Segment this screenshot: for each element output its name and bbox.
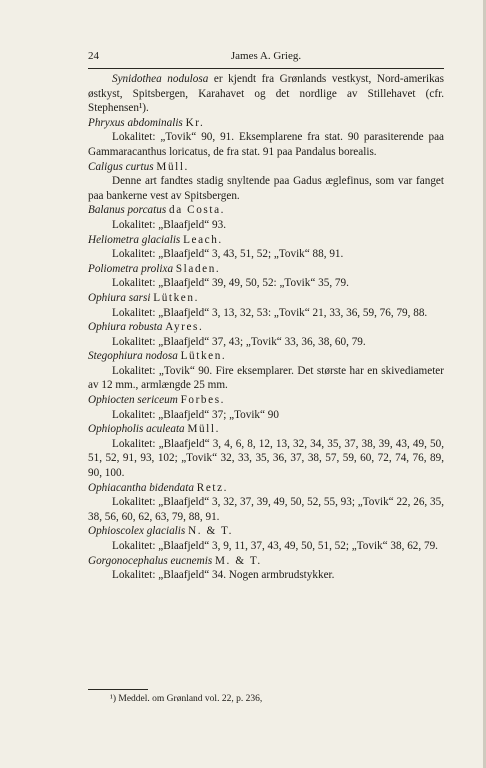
species-author: Sladen. bbox=[175, 262, 221, 275]
species-name: Phryxus abdominalis bbox=[88, 116, 183, 129]
species-author: Leach. bbox=[183, 233, 223, 246]
species-author: Lütken. bbox=[180, 350, 227, 363]
page-number: 24 bbox=[88, 50, 99, 62]
species-heading bbox=[88, 481, 444, 496]
species-heading bbox=[88, 203, 444, 218]
species-name: Ophioscolex glacialis bbox=[88, 525, 186, 538]
species-list bbox=[88, 116, 444, 583]
species-name: Stegophiura nodosa bbox=[88, 350, 178, 363]
running-header bbox=[88, 50, 444, 66]
species-heading bbox=[88, 524, 444, 539]
intro-text: er kjendt fra Grønlands vestkyst, Nord-amerikas østkyst, Spitsbergen, Karahavet og det nordlige av Stillehavet (cfr. Stephensen¹). bbox=[88, 73, 444, 115]
species-name: Ophiopholis aculeata bbox=[88, 423, 185, 436]
locality-text: Lokalitet: „Blaafjeld“ 34. Nogen armbrudstykker. bbox=[112, 569, 335, 582]
header-rule bbox=[88, 68, 444, 69]
species-name: Ophiura sarsi bbox=[88, 291, 151, 304]
species-heading bbox=[88, 116, 444, 131]
species-author: Müll. bbox=[187, 423, 220, 436]
locality-text: Lokalitet: „Tovik“ 90, 91. Eksemplarene fra stat. 90 parasiterende paa Gammaracanthus loricatus, de fra stat. 91 paa Pandalus borealis. bbox=[88, 131, 444, 158]
intro-taxon: Synidothea nodulosa bbox=[112, 73, 209, 85]
species-author: Kr. bbox=[185, 116, 205, 129]
intro-paragraph bbox=[88, 72, 444, 116]
footnote: ¹) Meddel. om Grønland vol. 22, p. 236, bbox=[110, 694, 263, 704]
species-heading bbox=[88, 262, 444, 277]
locality-text: Lokalitet: „Blaafjeld“ 3, 9, 11, 37, 43, 49, 50, 51, 52; „Tovik“ 38, 62, 79. bbox=[112, 540, 438, 552]
species-name: Heliometra glacialis bbox=[88, 233, 181, 246]
locality-text: Lokalitet: „Blaafjeld“ 93. bbox=[112, 218, 227, 231]
species-author: Forbes. bbox=[180, 394, 226, 407]
species-name: Balanus porcatus bbox=[88, 204, 167, 217]
locality-text: Lokalitet: „Blaafjeld“ 37; „Tovik“ 90 bbox=[112, 408, 279, 421]
species-heading bbox=[88, 422, 444, 437]
footnote-rule bbox=[88, 689, 148, 690]
species-heading bbox=[88, 393, 444, 408]
species-author: M. & T. bbox=[214, 554, 262, 567]
species-heading bbox=[88, 320, 444, 335]
species-author: Müll. bbox=[156, 160, 189, 173]
running-author: James A. Grieg. bbox=[230, 50, 302, 62]
species-name: Ophiacantha bidendata bbox=[88, 481, 194, 494]
body-text bbox=[88, 72, 444, 583]
species-author: Retz. bbox=[196, 481, 229, 494]
species-author: Ayres. bbox=[165, 321, 204, 334]
locality-text: Lokalitet: „Blaafjeld“ 3, 4, 6, 8, 12, 13, 32, 34, 35, 37, 38, 39, 43, 49, 50, 51, 52, 91, 93, 102; „Tovik“ 32, 33, 35, 36, 37, 38, 57, 59, 60, 72, 74, 76, 89, 90, 100. bbox=[88, 437, 444, 480]
species-author: Lütken. bbox=[153, 291, 199, 304]
locality-text: Lokalitet: „Blaafjeld“ 3, 32, 37, 39, 49, 50, 52, 55, 93; „Tovik“ 22, 26, 35, 38, 56, 60, 62, 63, 79, 88, 91. bbox=[88, 496, 444, 523]
species-author: N. & T. bbox=[188, 525, 234, 538]
locality-text: Denne art fandtes stadig snyltende paa Gadus æglefinus, som var fanget paa bankerne vest av Spitsbergen. bbox=[88, 175, 444, 202]
species-name: Poliometra prolixa bbox=[88, 262, 174, 275]
locality-text: Lokalitet: „Blaafjeld“ 39, 49, 50, 52: „Tovik“ 35, 79. bbox=[112, 277, 349, 290]
species-author: da Costa. bbox=[169, 204, 226, 217]
locality-text: Lokalitet: „Blaafjeld“ 3, 43, 51, 52; „Tovik“ 88, 91. bbox=[112, 248, 344, 261]
species-name: Ophiura robusta bbox=[88, 321, 163, 334]
species-heading bbox=[88, 160, 444, 175]
species-heading bbox=[88, 349, 444, 364]
locality-text: Lokalitet: „Blaafjeld“ 37, 43; „Tovik“ 33, 36, 38, 60, 79. bbox=[112, 335, 366, 348]
species-heading bbox=[88, 233, 444, 248]
species-heading bbox=[88, 291, 444, 306]
species-heading bbox=[88, 554, 444, 569]
species-name: Gorgonocephalus eucnemis bbox=[88, 554, 213, 567]
locality-text: Lokalitet: „Blaafjeld“ 3, 13, 32, 53: „Tovik“ 21, 33, 36, 59, 76, 79, 88. bbox=[112, 306, 428, 319]
species-name: Ophiocten sericeum bbox=[88, 394, 178, 407]
species-name: Caligus curtus bbox=[88, 160, 154, 173]
locality-text: Lokalitet: „Tovik“ 90. Fire eksemplarer. Det største har en skivediameter av 12 mm., armlængde 25 mm. bbox=[88, 364, 444, 392]
